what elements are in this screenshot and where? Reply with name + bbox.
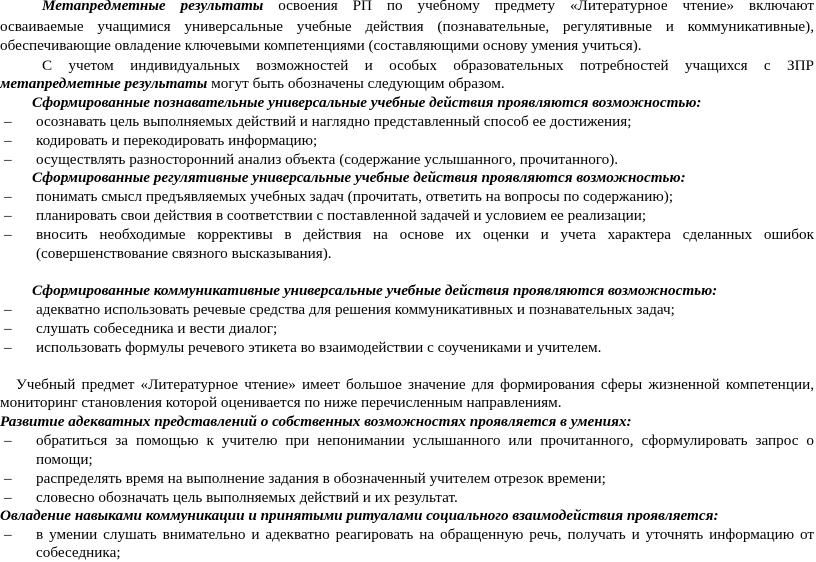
dash-bullet: – — [4, 526, 12, 543]
social-heading: Овладение навыками коммуникации и принятыми ритуалами социального взаимодействия проявляется: — [0, 507, 719, 524]
paragraph-1-line-1 — [0, 0, 814, 15]
list-item-text: слушать собеседника и вести диалог; — [36, 320, 278, 337]
list-item-text: понимать смысл предъявляемых учебных задач (прочитать, ответить на вопросы по содержанию); — [36, 188, 674, 205]
list-item-text: в умении слушать внимательно и адекватно реагировать на обращенную речь, получать и уточнять информацию от — [36, 526, 814, 543]
dash-bullet: – — [4, 489, 12, 506]
dash-bullet: – — [4, 151, 12, 168]
paragraph-2-line-2 — [0, 74, 816, 93]
dash-bullet: – — [4, 432, 12, 449]
list-item-text: распределять время на выполнение задания в обозначенный учителем отрезок времени; — [36, 470, 606, 487]
list-item-text: осознавать цель выполняемых действий и наглядно представленный способ ее достижения; — [36, 113, 632, 130]
dash-bullet: – — [4, 226, 12, 243]
dash-bullet: – — [4, 339, 12, 356]
term-metasubject-results-2: метапредметные результаты — [0, 75, 208, 92]
paragraph-2-line-1: С учетом индивидуальных возможностей и особых образовательных потребностей учащихся с ЗПР — [42, 57, 814, 74]
paragraph-1-text: освоения РП по учебному предмету «Литературное чтение» включают — [263, 0, 814, 14]
list-item-text: собеседника; — [36, 544, 121, 561]
list-item-text: обратиться за помощью к учителю при непонимании услышанного или прочитанного, сформулировать запрос о — [36, 432, 814, 449]
list-item-text: помощи; — [36, 451, 93, 468]
dash-bullet: – — [4, 207, 12, 224]
dash-bullet: – — [4, 320, 12, 337]
paragraph-3-line-2: мониторинг становления которой оценивается по ниже перечисленным направлениям. — [0, 394, 562, 411]
paragraph-2-text: могут быть обозначены следующим образом. — [207, 75, 505, 92]
paragraph-3-line-1: Учебный предмет «Литературное чтение» имеет большое значение для формирования сферы жизненной компетенции, — [16, 376, 814, 393]
paragraph-1-line-2: осваиваемые учащимися универсальные учебные действия (познавательные, регулятивные и коммуникативные), — [0, 18, 814, 35]
dash-bullet: – — [4, 188, 12, 205]
dash-bullet: – — [4, 470, 12, 487]
communicative-heading: Сформированные коммуникативные универсальные учебные действия проявляются возможностью: — [32, 282, 718, 299]
paragraph-1-line-3: обеспечивающие овладение ключевыми компетенциями (составляющими основу умения учиться). — [0, 37, 642, 54]
list-item-text: использовать формулы речевого этикета во взаимодействии с соучениками и учителем. — [36, 339, 602, 356]
list-item-text: словесно обозначать цель выполняемых действий и их результат. — [36, 489, 458, 506]
list-item-text: адекватно использовать речевые средства для решения коммуникативных и познавательных задач; — [36, 301, 675, 318]
regulatory-heading: Сформированные регулятивные универсальные учебные действия проявляются возможностью: — [32, 169, 686, 186]
dash-bullet: – — [4, 113, 12, 130]
list-item-text: (совершенствование связного высказывания). — [36, 245, 332, 262]
dash-bullet: – — [4, 132, 12, 149]
list-item-text: планировать свои действия в соответствии с поставленной задачей и условием ее реализации; — [36, 207, 647, 224]
list-item-text: осуществлять разносторонний анализ объекта (содержание услышанного, прочитанного). — [36, 151, 619, 168]
ideas-heading: Развитие адекватных представлений о собственных возможностях проявляется в умениях: — [0, 413, 632, 430]
dash-bullet: – — [4, 301, 12, 318]
list-item-text: вносить необходимые коррективы в действия на основе их оценки и учета характера сделанных ошибок — [36, 226, 814, 243]
list-item-text: кодировать и перекодировать информацию; — [36, 132, 318, 149]
term-metasubject-results: Метапредметные результаты — [42, 0, 264, 14]
cognitive-heading: Сформированные познавательные универсальные учебные действия проявляются возможностью: — [32, 94, 702, 111]
